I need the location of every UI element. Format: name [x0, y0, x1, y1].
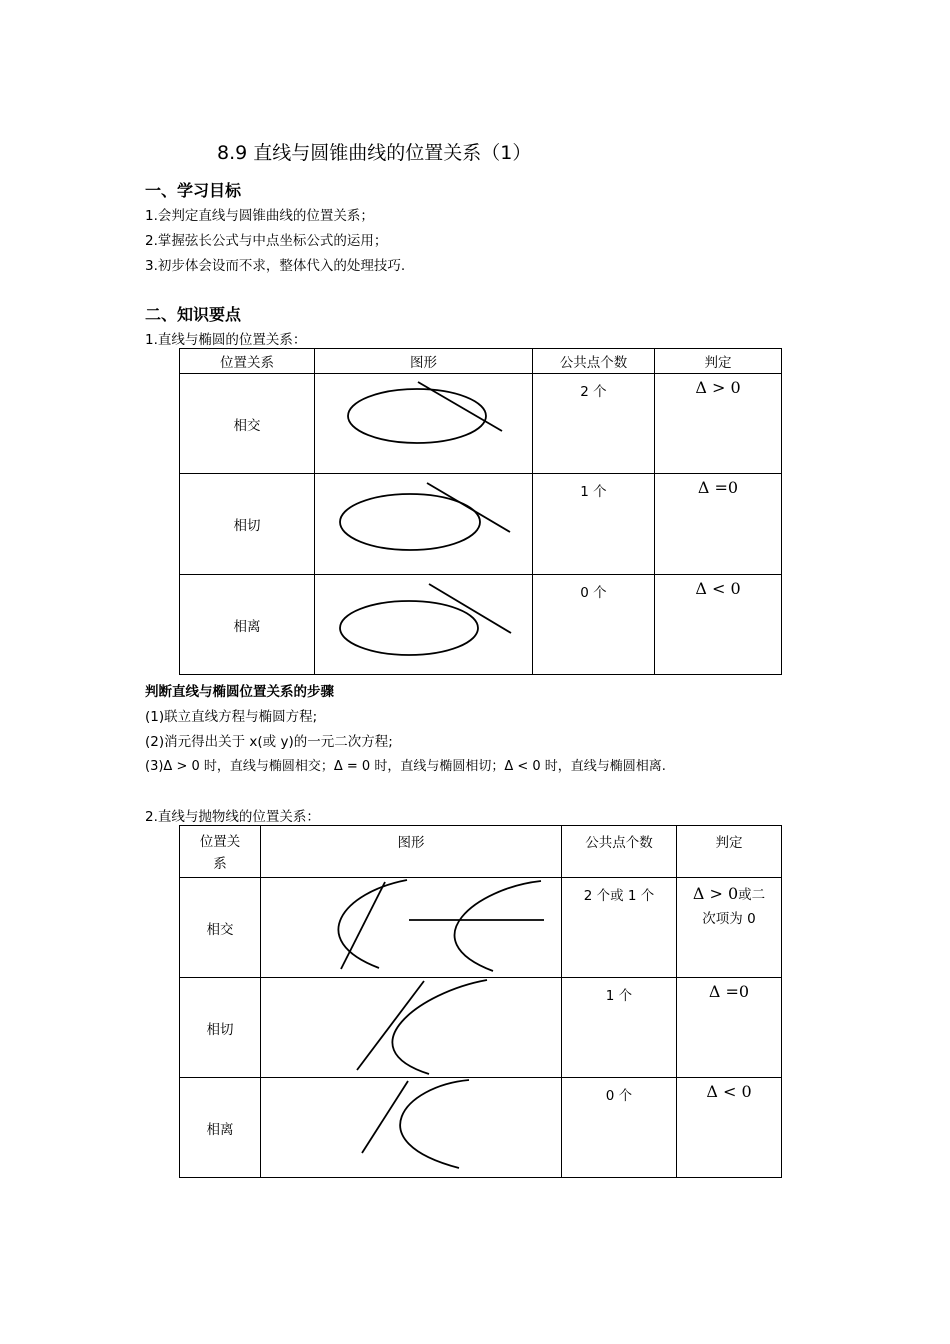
parabola-intersect-judge-text-a: 或二	[738, 887, 766, 903]
ellipse-row-separate-relation: 相离	[180, 575, 315, 675]
objective-item-3: 3.初步体会设而不求，整体代入的处理技巧.	[145, 258, 406, 274]
ellipse-row-tangent-relation: 相切	[180, 474, 315, 575]
parabola-header-relation	[180, 826, 261, 878]
ellipse-table	[179, 348, 782, 675]
objective-item-1: 1.会判定直线与圆锥曲线的位置关系；	[145, 208, 374, 224]
tangent-line	[357, 981, 424, 1070]
ellipse-row-tangent-judge: Δ =0	[655, 474, 782, 575]
ellipse-shape	[348, 389, 486, 443]
steps-heading: 判断直线与椭圆位置关系的步骤	[145, 684, 334, 700]
parabola-row-tangent-count: 1 个	[562, 978, 677, 1078]
ellipse-row-intersect-relation: 相交	[180, 374, 315, 474]
step-item-1: (1)联立直线方程与椭圆方程;	[145, 709, 318, 725]
parabola-curve-right	[455, 881, 541, 971]
parabola-row-separate-judge: Δ < 0	[677, 1078, 782, 1178]
ellipse-tangent-diagram	[315, 474, 533, 575]
ellipse-row-separate-judge: Δ < 0	[655, 575, 782, 675]
parabola-header-judge: 判定	[677, 826, 782, 878]
parabola-tangent-diagram	[261, 978, 562, 1078]
parabola-row-tangent-judge: Δ =0	[677, 978, 782, 1078]
section-heading-knowledge: 二、知识要点	[145, 305, 242, 324]
ellipse-header-figure: 图形	[315, 349, 533, 374]
ellipse-separate-diagram	[315, 575, 533, 675]
parabola-header-count: 公共点个数	[562, 826, 677, 878]
section-heading-objectives: 一、学习目标	[145, 181, 242, 200]
parabola-row-separate-relation: 相离	[180, 1078, 261, 1178]
parabola-separate-diagram	[261, 1078, 562, 1178]
step-item-2: (2)消元得出关于 x(或 y)的一元二次方程;	[145, 734, 393, 750]
parabola-curve	[400, 1080, 469, 1168]
parabola-intersect-judge-math: Δ > 0	[692, 884, 739, 903]
parabola-row-intersect-count: 2 个或 1 个	[562, 878, 677, 978]
parabola-header-relation-line2: 系	[213, 856, 227, 872]
separate-line	[429, 584, 511, 633]
ellipse-header-relation: 位置关系	[180, 349, 315, 374]
page-title: 8.9 直线与圆锥曲线的位置关系（1）	[217, 142, 532, 164]
parabola-figure-separate	[261, 1078, 562, 1178]
ellipse-row-separate-count: 0 个	[533, 575, 655, 675]
parabola-caption: 2.直线与抛物线的位置关系：	[145, 809, 320, 825]
secant-line	[418, 382, 502, 431]
parabola-curve	[392, 980, 487, 1074]
secant-line	[341, 882, 385, 969]
parabola-header-relation-line1: 位置关	[199, 834, 241, 850]
parabola-intersect-judge-text-b: 次项为 0	[702, 911, 756, 927]
ellipse-figure-intersect	[315, 374, 533, 474]
ellipse-header-judge: 判定	[655, 349, 782, 374]
parabola-row-separate-count: 0 个	[562, 1078, 677, 1178]
parabola-figure-tangent	[261, 978, 562, 1078]
parabola-table	[179, 825, 782, 1178]
parabola-figure-intersect	[261, 878, 562, 978]
ellipse-header-count: 公共点个数	[533, 349, 655, 374]
ellipse-intersect-diagram	[315, 374, 533, 474]
parabola-header-figure: 图形	[261, 826, 562, 878]
objective-item-2: 2.掌握弦长公式与中点坐标公式的运用；	[145, 233, 388, 249]
parabola-row-tangent-relation: 相切	[180, 978, 261, 1078]
parabola-row-intersect-relation: 相交	[180, 878, 261, 978]
ellipse-figure-tangent	[315, 474, 533, 575]
tangent-line	[427, 483, 510, 532]
step-item-3: (3)Δ > 0 时，直线与椭圆相交；Δ = 0 时，直线与椭圆相切；Δ < 0 时，直线与椭圆相离.	[145, 759, 666, 774]
ellipse-row-intersect-judge: Δ > 0	[655, 374, 782, 474]
ellipse-row-tangent-count: 1 个	[533, 474, 655, 575]
parabola-intersect-diagram	[261, 878, 562, 978]
ellipse-row-intersect-count: 2 个	[533, 374, 655, 474]
ellipse-figure-separate	[315, 575, 533, 675]
ellipse-caption: 1.直线与椭圆的位置关系：	[145, 332, 307, 348]
parabola-row-intersect-judge	[677, 878, 782, 978]
ellipse-shape	[340, 601, 478, 655]
